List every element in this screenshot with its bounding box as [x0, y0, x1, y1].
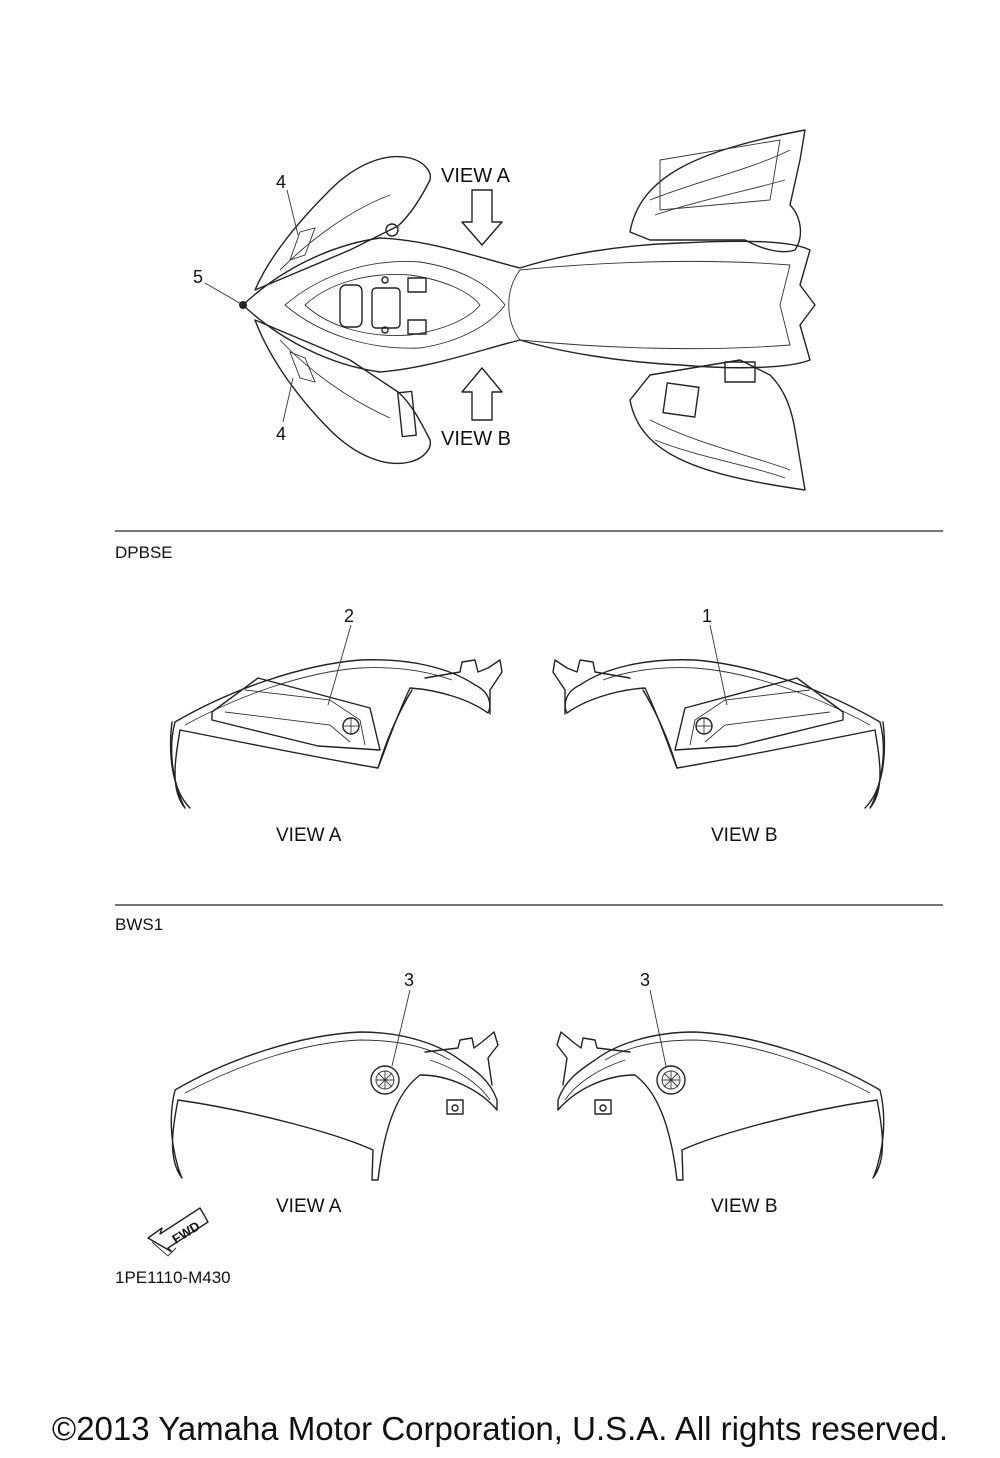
callout-4-top: 4 — [276, 172, 287, 192]
dpbse-view-a-fender — [171, 625, 502, 808]
callout-5: 5 — [193, 267, 204, 287]
view-a-arrow — [462, 190, 502, 245]
diagram-code: 1PE1110-M430 — [115, 1268, 231, 1287]
bws1-caption-view-b: VIEW B — [711, 1196, 778, 1217]
atv-top-view — [193, 130, 815, 490]
fwd-arrow-icon — [148, 1208, 208, 1256]
callout-2: 2 — [344, 606, 355, 626]
dpbse-view-b-fender — [553, 625, 884, 808]
view-a-label: VIEW A — [441, 165, 510, 187]
view-b-label: VIEW B — [441, 428, 512, 450]
bws1-title: BWS1 — [115, 915, 164, 934]
dpbse-title: DPBSE — [115, 543, 173, 562]
callout-3-right: 3 — [640, 970, 651, 990]
dpbse-caption-view-a: VIEW A — [276, 825, 342, 846]
copyright-notice: ©2013 Yamaha Motor Corporation, U.S.A. All rights reserved. — [51, 1410, 949, 1447]
callout-1: 1 — [702, 606, 713, 626]
fwd-label: FWD — [169, 1218, 203, 1247]
bws1-caption-view-a: VIEW A — [276, 1196, 342, 1217]
view-b-arrow — [462, 368, 502, 420]
callout-3-left: 3 — [404, 970, 415, 990]
dpbse-section — [115, 531, 943, 846]
bws1-view-b-fender — [557, 990, 884, 1180]
callout-4-bottom: 4 — [276, 424, 287, 444]
dpbse-caption-view-b: VIEW B — [711, 825, 778, 846]
bws1-section — [115, 905, 943, 1217]
bws1-view-a-fender — [171, 990, 498, 1180]
